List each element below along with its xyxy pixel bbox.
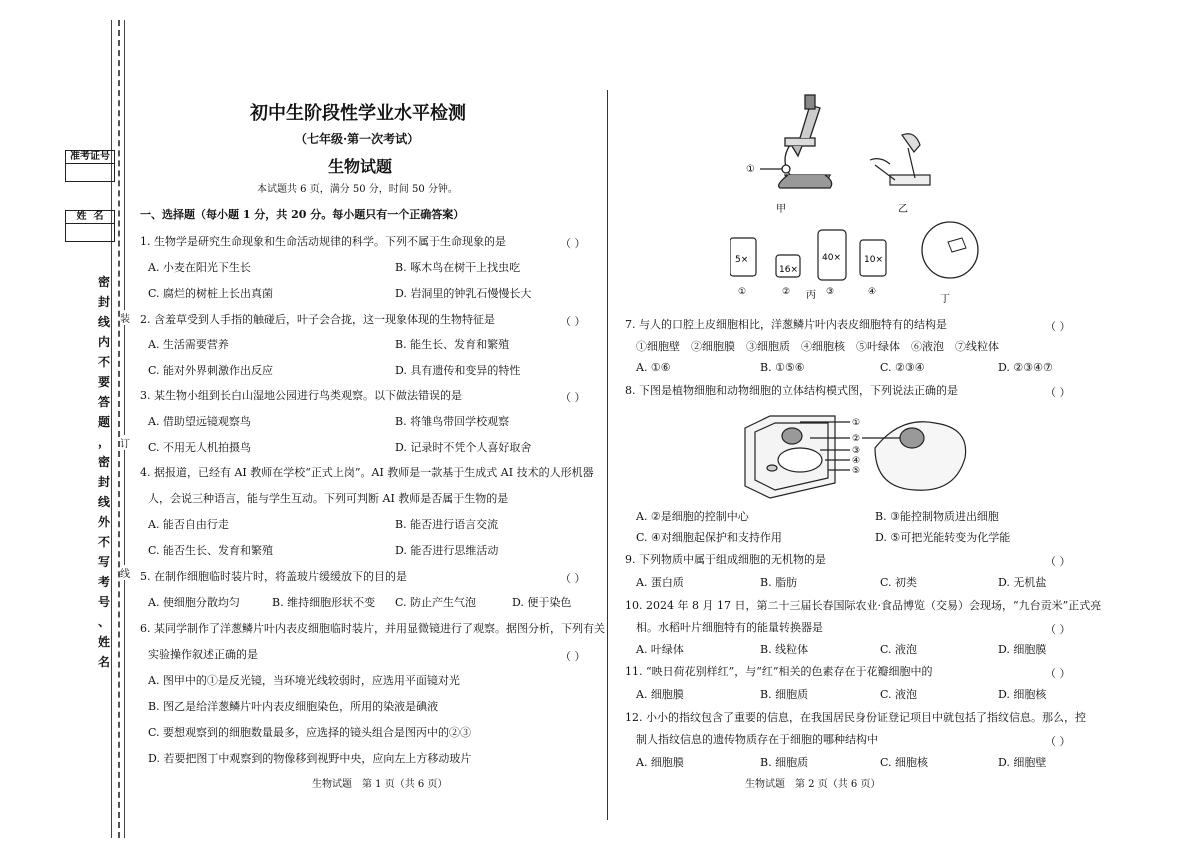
name-label: 姓 名 — [66, 211, 114, 224]
q2-option-b[interactable]: B. 能生长、发育和繁殖 — [395, 338, 510, 351]
seal-char: 题 — [97, 415, 110, 429]
q7-stem: 7. 与人的口腔上皮细胞相比，洋葱鳞片叶内表皮细胞特有的结构是 — [625, 318, 947, 331]
page1-footer: 生物试题 第 1 页（共 6 页） — [312, 779, 448, 790]
q12-option-c[interactable]: C. 细胞核 — [880, 756, 929, 769]
lens-4-num: ④ — [868, 287, 877, 297]
fig-yi-label: 乙 — [898, 204, 908, 215]
seal-char: 内 — [97, 335, 110, 349]
q5-option-c[interactable]: C. 防止产生气泡 — [395, 596, 477, 609]
q12-answer-paren[interactable]: （ ） — [1045, 735, 1071, 748]
q11-option-c[interactable]: C. 液泡 — [880, 688, 918, 701]
seal-char: 不 — [97, 355, 110, 369]
cell-structure-figure — [740, 408, 990, 503]
binding-mark-ding: 订 — [120, 435, 130, 450]
fig-jia-label: 甲 — [776, 204, 786, 215]
q3-option-a[interactable]: A. 借助望远镜观察鸟 — [148, 415, 251, 428]
exam-grade: （七年级·第一次考试） — [295, 132, 420, 146]
q2-option-c[interactable]: C. 能对外界刺激作出反应 — [148, 364, 274, 377]
microscope-figures — [730, 90, 1000, 312]
q11-option-a[interactable]: A. 细胞膜 — [636, 688, 684, 701]
q10-stem-line2: 相。水稻叶片细胞特有的能量转换器是 — [636, 621, 823, 634]
seal-char: 名 — [97, 655, 110, 669]
page-divider — [607, 90, 608, 820]
q10-answer-paren[interactable]: （ ） — [1045, 623, 1071, 636]
q5-option-a[interactable]: A. 使细胞分散均匀 — [148, 596, 240, 609]
fig-ding-label: 丁 — [940, 294, 950, 305]
exam-note: 本试题共 6 页，满分 50 分，时间 50 分钟。 — [257, 184, 458, 195]
seal-char: 写 — [97, 555, 110, 569]
q10-option-b[interactable]: B. 线粒体 — [760, 643, 809, 656]
q3-answer-paren[interactable]: （ ） — [560, 391, 586, 404]
q10-option-d[interactable]: D. 细胞膜 — [998, 643, 1047, 656]
cell-label-3: ③ — [852, 446, 861, 456]
seal-char: 线 — [97, 495, 110, 509]
q8-option-c[interactable]: C. ④对细胞起保护和支持作用 — [636, 531, 782, 544]
q6-option-a[interactable]: A. 图甲中的①是反光镜，当环境光线较弱时，应选用平面镜对光 — [148, 674, 460, 687]
fig-bing-label: 丙 — [806, 290, 816, 301]
q9-option-a[interactable]: A. 蛋白质 — [636, 576, 684, 589]
q3-option-c[interactable]: C. 不用无人机拍摄鸟 — [148, 441, 252, 454]
lens-2-mag: 16× — [779, 265, 798, 275]
animal-nucleus — [900, 428, 924, 448]
q1-option-a[interactable]: A. 小麦在阳光下生长 — [148, 261, 251, 274]
q5-option-b[interactable]: B. 维持细胞形状不变 — [272, 596, 376, 609]
q6-option-c[interactable]: C. 要想观察到的细胞数量最多，应选择的镜头组合是图丙中的②③ — [148, 726, 472, 739]
q11-option-d[interactable]: D. 细胞核 — [998, 688, 1047, 701]
q1-option-b[interactable]: B. 啄木鸟在树干上找虫吃 — [395, 261, 521, 274]
name-box — [65, 210, 115, 242]
section-title: 一、选择题（每小题 1 分，共 20 分。每小题只有一个正确答案） — [140, 208, 465, 221]
seal-char: 密 — [97, 275, 110, 289]
seal-char: 姓 — [97, 635, 110, 649]
seal-char: ， — [97, 435, 110, 449]
seal-char: 号 — [97, 595, 110, 609]
lens-3-num: ③ — [826, 287, 835, 297]
seal-char: 要 — [97, 375, 110, 389]
q5-stem: 5. 在制作细胞临时装片时，将盖玻片缓缓放下的目的是 — [140, 570, 407, 583]
q11-option-b[interactable]: B. 细胞质 — [760, 688, 809, 701]
q5-option-d[interactable]: D. 便于染色 — [512, 596, 572, 609]
q7-answer-paren[interactable]: （ ） — [1045, 320, 1071, 333]
microscope-drawing — [760, 95, 832, 188]
seal-char: 线 — [97, 315, 110, 329]
page2-footer: 生物试题 第 2 页（共 6 页） — [745, 779, 881, 790]
q9-option-c[interactable]: C. 初类 — [880, 576, 918, 589]
binding-solid-line-2 — [124, 20, 125, 838]
binding-mark-zhuang: 装 — [120, 310, 130, 325]
fig-jia-circle-label: ① — [746, 164, 755, 175]
lens-1-num: ① — [738, 287, 747, 297]
q3-stem: 3. 某生物小组到长白山湿地公园进行鸟类观察。以下做法错误的是 — [140, 389, 462, 402]
seal-char: 密 — [97, 455, 110, 469]
q12-option-b[interactable]: B. 细胞质 — [760, 756, 809, 769]
q7-option-d[interactable]: D. ②③④⑦ — [998, 361, 1053, 374]
q7-option-c[interactable]: C. ②③④ — [880, 361, 925, 374]
q7-option-a[interactable]: A. ①⑥ — [636, 361, 671, 374]
q6-option-b[interactable]: B. 图乙是给洋葱鳞片叶内表皮细胞染色，所用的染液是碘液 — [148, 700, 439, 713]
q8-answer-paren[interactable]: （ ） — [1045, 386, 1071, 399]
q10-option-c[interactable]: C. 液泡 — [880, 643, 918, 656]
q11-stem: 11. “映日荷花别样红”，与“红”相关的色素存在于花瓣细胞中的 — [625, 665, 933, 678]
q10-option-a[interactable]: A. 叶绿体 — [636, 643, 684, 656]
seal-char: 答 — [97, 395, 110, 409]
q4-option-c[interactable]: C. 能否生长、发育和繁殖 — [148, 544, 274, 557]
q2-stem: 2. 含羞草受到人手指的触碰后，叶子会合拢，这一现象体现的生物特征是 — [140, 313, 495, 326]
q12-stem-line2: 制人指纹信息的遗传物质存在于细胞的哪种结构中 — [636, 733, 878, 746]
q6-stem-line1: 6. 某同学制作了洋葱鳞片叶内表皮细胞临时装片，并用显微镜进行了观察。据图分析，下列有关 — [140, 622, 605, 635]
q4-option-a[interactable]: A. 能否自由行走 — [148, 518, 229, 531]
seal-char: 、 — [97, 615, 110, 629]
plant-nucleus — [782, 428, 802, 444]
exam-title: 初中生阶段性学业水平检测 — [250, 103, 466, 124]
binding-mark-xian: 线 — [120, 565, 130, 580]
seal-warning-text — [96, 272, 112, 672]
q12-stem-line1: 12. 小小的指纹包含了重要的信息，在我国居民身份证登记项目中就包括了指纹信息。那么，控 — [625, 711, 1086, 724]
q10-stem-line1: 10. 2024 年 8 月 17 日，第二十三届长春国际农业·食品博览（交易）会现场，“九台贡米”正式亮 — [625, 599, 1102, 612]
cell-label-1: ① — [852, 418, 861, 428]
exam-subject: 生物试题 — [328, 157, 393, 176]
q9-option-d[interactable]: D. 无机盐 — [998, 576, 1047, 589]
q1-option-c[interactable]: C. 腐烂的树桩上长出真菌 — [148, 287, 274, 300]
q7-option-b[interactable]: B. ①⑤⑥ — [760, 361, 805, 374]
lens-4-mag: 10× — [864, 255, 883, 265]
field-of-view — [922, 222, 978, 278]
q1-answer-paren[interactable]: （ ） — [560, 237, 586, 250]
cell-label-2: ② — [852, 434, 861, 444]
q8-option-d[interactable]: D. ⑤可把光能转变为化学能 — [875, 531, 1011, 544]
q4-stem-line1: 4. 据报道，已经有 AI 教师在学校“正式上岗”。AI 教师是一款基于生成式 AI 技术的人形机器 — [140, 466, 594, 479]
lens-1-mag: 5× — [735, 255, 749, 265]
seal-char: 封 — [97, 295, 110, 309]
q4-option-b[interactable]: B. 能否进行语言交流 — [395, 518, 499, 531]
q1-option-d[interactable]: D. 岩洞里的钟乳石慢慢长大 — [395, 287, 532, 300]
q6-option-d[interactable]: D. 若要把图丁中观察到的物像移到视野中央，应向左上方移动玻片 — [148, 752, 472, 765]
seal-char: 封 — [97, 475, 110, 489]
exam-id-label: 准考证号 — [66, 151, 114, 164]
seal-char: 外 — [97, 515, 110, 529]
q4-stem-line2: 人，会说三种语言，能与学生互动。下列可判断 AI 教师是否属于生物的是 — [148, 492, 509, 505]
q9-answer-paren[interactable]: （ ） — [1045, 555, 1071, 568]
exam-id-box — [65, 150, 115, 182]
seal-char: 考 — [97, 575, 110, 589]
cell-label-5: ⑤ — [852, 466, 861, 476]
binding-dashed-line — [118, 20, 120, 838]
q8-option-b[interactable]: B. ③能控制物质进出细胞 — [875, 510, 999, 523]
q5-answer-paren[interactable]: （ ） — [560, 572, 586, 585]
q11-answer-paren[interactable]: （ ） — [1045, 667, 1071, 680]
q2-option-d[interactable]: D. 具有遗传和变异的特性 — [395, 364, 521, 377]
q3-option-d[interactable]: D. 记录时不凭个人喜好取舍 — [395, 441, 532, 454]
q4-option-d[interactable]: D. 能否进行思维活动 — [395, 544, 499, 557]
lens-3-mag: 40× — [822, 253, 841, 263]
staining-drawing — [870, 134, 930, 185]
plant-vacuole — [778, 448, 822, 472]
q12-option-a[interactable]: A. 细胞膜 — [636, 756, 684, 769]
q2-option-a[interactable]: A. 生活需要营养 — [148, 338, 229, 351]
q6-stem-line2: 实验操作叙述正确的是 — [148, 648, 258, 661]
q7-items: ①细胞壁 ②细胞膜 ③细胞质 ④细胞核 ⑤叶绿体 ⑥液泡 ⑦线粒体 — [636, 340, 999, 353]
q1-stem: 1. 生物学是研究生命现象和生命活动规律的科学。下列不属于生命现象的是 — [140, 235, 506, 248]
q2-answer-paren[interactable]: （ ） — [560, 315, 586, 328]
cell-label-4: ④ — [852, 456, 861, 466]
lens-2-num: ② — [782, 287, 791, 297]
q12-option-d[interactable]: D. 细胞壁 — [998, 756, 1047, 769]
q6-answer-paren[interactable]: （ ） — [560, 650, 586, 663]
q9-option-b[interactable]: B. 脂肪 — [760, 576, 798, 589]
q8-stem: 8. 下图是植物细胞和动物细胞的立体结构模式图，下列说法正确的是 — [625, 384, 958, 397]
q3-option-b[interactable]: B. 将雏鸟带回学校观察 — [395, 415, 510, 428]
q8-option-a[interactable]: A. ②是细胞的控制中心 — [636, 510, 749, 523]
q9-stem: 9. 下列物质中属于组成细胞的无机物的是 — [625, 553, 826, 566]
seal-char: 不 — [97, 535, 110, 549]
